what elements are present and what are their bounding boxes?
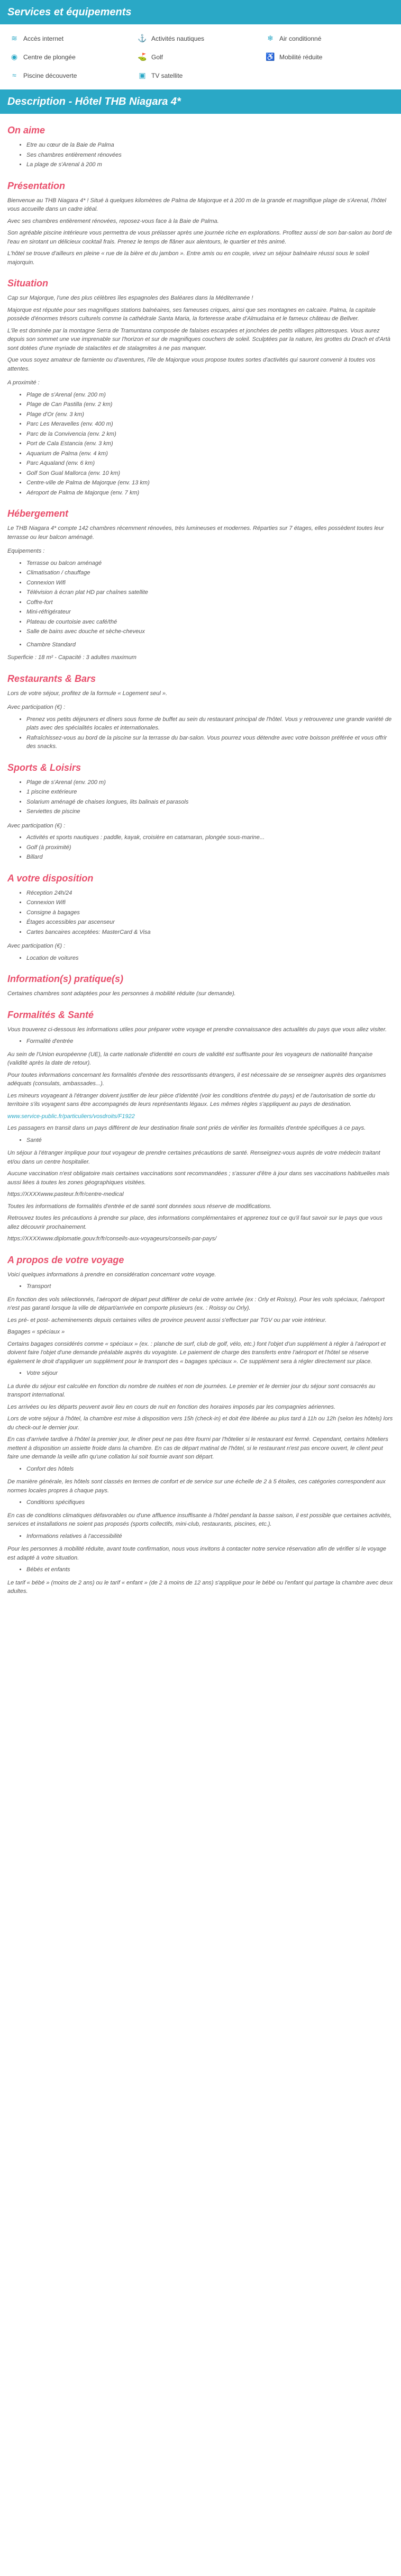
bagages-heading: Bagages « spéciaux » <box>7 1329 65 1335</box>
section-title-formalites: Formalités & Santé <box>7 1009 94 1020</box>
wifi-icon: ≋ <box>11 34 17 42</box>
paragraph: Certaines chambres sont adaptées pour les personnes à mobilité réduite (sur demande). <box>7 990 236 997</box>
proximity-list <box>7 391 394 498</box>
service-reduced-mobility <box>266 51 394 62</box>
room-type-list <box>7 641 394 650</box>
list-item: • Terrasse ou balcon aménagé <box>26 559 394 568</box>
list-item: • Formalité d'entrée <box>26 1037 394 1046</box>
restaurants-list <box>7 715 394 751</box>
paragraph: Avec ses chambres entièrement rénovées, reposez-vous face à la Baie de Palma. <box>7 218 219 224</box>
equipment-label: Equipements : <box>7 548 45 554</box>
service-public-link[interactable]: www.service-public.fr/particuliers/vosdroits/F1922 <box>7 1113 135 1120</box>
paragraph: Les arrivées ou les départs peuvent avoir lieu en cours de nuit en fonction des horaires imposés par les compagnies aériennes. <box>7 1403 336 1410</box>
list-item: • Plage d'Or (env. 3 km) <box>26 410 394 419</box>
list-item: • Billard <box>26 853 394 862</box>
list-item: • Mini-réfrigérateur <box>26 608 394 617</box>
diplomatie-link[interactable]: https://XXXXwww.diplomatie.gouv.fr/fr/conseils-aux-voyageurs/conseils-par-pays/ <box>7 1236 217 1242</box>
paragraph: En cas de conditions climatiques défavorables ou d'une affluence insuffisante à l'hôtel pendant la basse saison, il est possible que certaines activités, services et installations ne soient pas proposés (sports collectifs, mini-club, restaurants, piscines, etc.). <box>7 1512 392 1527</box>
service-tv <box>138 70 266 81</box>
formalites-list <box>7 1037 394 1046</box>
section-title-situation: Situation <box>7 278 48 289</box>
service-golf <box>138 51 266 62</box>
service-label: Centre de plongée <box>23 53 76 61</box>
list-item: • Solarium aménagé de chaises longues, lits balinais et parasols <box>26 798 394 807</box>
list-item: • Confort des hôtels <box>26 1465 394 1474</box>
list-item: • Parc Les Meravelles (env. 400 m) <box>26 420 394 429</box>
list-item: • Votre séjour <box>26 1369 394 1378</box>
section-title-presentation: Présentation <box>7 180 66 191</box>
list-item: • La plage de s'Arenal à 200 m <box>26 160 394 169</box>
paragraph: Vous trouverez ci-dessous les informations utiles pour préparer votre voyage et prendre connaissance des actualités du pays que vous allez visiter. <box>7 1026 387 1033</box>
paragraph: Cap sur Majorque, l'une des plus célèbres îles espagnoles des Baléares dans la Méditerranée ! <box>7 295 253 301</box>
list-item: • Consigne à bagages <box>26 908 394 917</box>
list-item: • Ses chambres entièrement rénovées <box>26 151 394 160</box>
confort-list <box>7 1465 394 1474</box>
list-item: • Plage de Can Pastilla (env. 2 km) <box>26 400 394 409</box>
service-pool <box>10 70 138 81</box>
pool-icon: ≈ <box>12 71 16 79</box>
service-diving <box>10 51 138 62</box>
list-item: • Aquarium de Palma (env. 4 km) <box>26 449 394 458</box>
disposition-list <box>7 889 394 937</box>
sejour-list <box>7 1369 394 1378</box>
equipment-list <box>7 559 394 636</box>
proximity-label: A proximité : <box>7 380 40 386</box>
list-item: • Coffre-fort <box>26 598 394 607</box>
room-surface: Superficie : 18 m² - Capacité : 3 adultes maximum <box>7 654 136 661</box>
service-label: Piscine découverte <box>23 71 77 79</box>
sports-paid-list <box>7 833 394 862</box>
paragraph: Le tarif « bébé » (moins de 2 ans) ou le tarif « enfant » (de 2 à moins de 12 ans) s'applique pour le bébé ou l'enfant qui partage la chambre avec deux adultes. <box>7 1579 393 1595</box>
enfants-list <box>7 1565 394 1574</box>
services-grid <box>0 24 401 89</box>
list-item: • Connexion Wifi <box>26 898 394 907</box>
section-title-disposition: A votre disposition <box>7 872 94 884</box>
list-item: • Golf (à proximité) <box>26 843 394 852</box>
paragraph: Que vous soyez amateur de farniente ou d'aventures, l'île de Majorque vous propose toutes sortes d'activités qui sauront convenir à toutes vos attentes. <box>7 357 376 372</box>
list-item: • Golf Son Gual Mallorca (env. 10 km) <box>26 469 394 478</box>
on-aime-list <box>7 141 394 169</box>
services-title: Services et équipements <box>0 0 401 24</box>
list-item: • Salle de bains avec douche et sèche-cheveux <box>26 627 394 636</box>
paragraph: Lors de votre séjour à l'hôtel, la chambre est mise à disposition vers 15h (check-in) et doit être libérée au plus tard à 11h ou 12h (selon les hôtels) lors du check-out le dernier jour. <box>7 1416 393 1431</box>
service-label: Mobilité réduite <box>279 53 323 61</box>
list-item: • Chambre Standard <box>26 641 394 650</box>
list-item: • Parc Aqualand (env. 6 km) <box>26 459 394 468</box>
mobilite-list <box>7 1532 394 1541</box>
wheelchair-icon: ♿ <box>266 52 275 61</box>
paragraph: L'hôtel se trouve d'ailleurs en pleine « rue de la bière et du jambon ». Entre amis ou en couple, vivez un séjour balnéaire réussi sous le soleil majorquin. <box>7 250 369 266</box>
service-air-conditioning <box>266 33 394 44</box>
snowflake-icon: ❄ <box>267 34 274 42</box>
service-label: Air conditionné <box>279 34 322 42</box>
paragraph: Retrouvez toutes les précautions à prendre sur place, des informations complémentaires et apprenez tout ce qu'il faut savoir sur le pays que vous allez découvrir prochainement. <box>7 1215 382 1230</box>
paragraph: De manière générale, les hôtels sont classés en termes de confort et de service sur une échelle de 2 à 5 étoiles, ces catégories correspondent aux normes locales propres à chaque pays. <box>7 1479 386 1494</box>
service-water-sports <box>138 33 266 44</box>
section-title-hebergement: Hébergement <box>7 508 69 519</box>
water-sports-icon: ⚓ <box>138 34 147 42</box>
list-item: • Cartes bancaires acceptées: MasterCard & Visa <box>26 928 394 937</box>
section-title-restaurants: Restaurants & Bars <box>7 673 96 684</box>
paragraph: Bienvenue au THB Niagara 4* ! Situé à quelques kilomètres de Palma de Majorque et à 200 m de la grande et magnifique plage de s'Arenal, l'hôtel vous accueille dans un cadre idéal. <box>7 197 386 212</box>
sports-list <box>7 778 394 816</box>
pasteur-link[interactable]: https://XXXXwww.pasteur.fr/fr/centre-medical <box>7 1191 124 1197</box>
list-item: • Port de Cala Estancia (env. 3 km) <box>26 439 394 448</box>
description-content <box>0 123 401 1612</box>
service-label: Golf <box>151 53 163 61</box>
paragraph: Le THB Niagara 4* compte 142 chambres récemment rénovées, très lumineuses et modernes. Réparties sur 7 étages, elles possèdent toutes leur terrasse ou leur balcon aménagé. <box>7 525 384 541</box>
paragraph: Au sein de l'Union européenne (UE), la carte nationale d'identité en cours de validité est suffisante pour les voyageurs de nationalité française (validité après la date de retour). <box>7 1051 373 1066</box>
paragraph: Les mineurs voyageant à l'étranger doivent justifier de leur pièce d'identité (voir les conditions d'entrée du pays) et de l'autorisation de sortie du territoire s'ils voyagent sans être accompagnés de leurs représentants légaux. Les mêmes règles s'appliquent au pays de destination. <box>7 1092 376 1107</box>
list-item: • Serviettes de piscine <box>26 807 394 816</box>
disposition-paid-list <box>7 954 394 963</box>
list-item: • Climatisation / chauffage <box>26 569 394 578</box>
section-title-infos: Information(s) pratique(s) <box>7 974 123 984</box>
list-item: • Centre-ville de Palma de Majorque (env. 13 km) <box>26 479 394 488</box>
section-title-sports: Sports & Loisirs <box>7 762 81 773</box>
sante-list <box>7 1136 394 1145</box>
list-item: • Santé <box>26 1136 394 1145</box>
list-item: • Réception 24h/24 <box>26 889 394 898</box>
paragraph: Majorque est réputée pour ses magnifiques stations balnéaires, ses fameuses criques, ainsi que ses montagnes en calcaire. Palma, la capitale possède d'énormes trésors culturels comme la cathédrale Santa Maria, la forteresse arabe d'Almudaina et le fameux château de Bellver. <box>7 307 376 322</box>
paragraph: Son agréable piscine intérieure vous permettra de vous prélasser après une journée riche en explorations. Profitez aussi de son bar-salon au bord de l'eau en sirotant un délicieux cocktail frais. Prenez le temps de flâner aux alentours, le quartier et très animé. <box>7 230 392 245</box>
list-item: • Informations relatives à l'accessibilité <box>26 1532 394 1541</box>
list-item: • Conditions spécifiques <box>26 1498 394 1507</box>
tv-icon: ▣ <box>139 71 146 79</box>
list-item: • Etre au cœur de la Baie de Palma <box>26 141 394 150</box>
paragraph: Les pré- et post- acheminements depuis certaines villes de province peuvent aussi s'effectuer par TGV ou par voie intérieur. <box>7 1317 327 1323</box>
list-item: • Bébés et enfants <box>26 1565 394 1574</box>
section-title-apropos: A propos de votre voyage <box>7 1254 124 1265</box>
paragraph: En fonction des vols sélectionnés, l'aéroport de départ peut différer de celui de votre arrivée (ex : Orly et Roissy). Pour les vols spéciaux, l'aéroport n'est pas garanti lorsque la ville de départ/arrivée en comporte plusieurs (ex. : Roissy ou Orly). <box>7 1296 385 1311</box>
conditions-list <box>7 1498 394 1507</box>
list-item: • Connexion Wifi <box>26 579 394 588</box>
paragraph: Aucune vaccination n'est obligatoire mais certaines vaccinations sont recommandées ; s'assurer d'être à jour dans ses vaccinations habituelles mais aussi liées à toutes les zones géographiques visitées. <box>7 1170 390 1186</box>
paragraph: Les passagers en transit dans un pays différent de leur destination finale sont priés de vérifier les formalités d'entrée spécifiques à ce pays. <box>7 1125 366 1131</box>
paragraph: En cas d'arrivée tardive à l'hôtel la premier jour, le dîner peut ne pas être fourni par l'hôtelier si le restaurant est fermé. Cependant, certains hôteliers mettent à disposition un assiette froide dans la chambre. En cas de départ matinal de l'hôtel, si le restaurant n'est pas encore ouvert, le client peut faire une demande la veille afin qu'une collation lui soit fournie avant son départ. <box>7 1436 388 1460</box>
transport-list <box>7 1282 394 1291</box>
paid-label: Avec participation (€) : <box>7 822 66 829</box>
list-item: • Aéroport de Palma de Majorque (env. 7 km) <box>26 489 394 498</box>
paragraph: Voici quelques informations à prendre en considération concernant votre voyage. <box>7 1271 216 1278</box>
paragraph: La durée du séjour est calculée en fonction du nombre de nuitées et non de journées. Le premier et le dernier jour du séjour sont consacrés au transport international. <box>7 1383 376 1398</box>
paragraph: Un séjour à l'étranger implique pour tout voyageur de prendre certaines précautions de santé. Renseignez-vous auprès de votre médecin traitant et/ou dans un centre hospitalier. <box>7 1150 380 1165</box>
description-title: Description - Hôtel THB Niagara 4* <box>0 89 401 114</box>
paid-label: Avec participation (€) : <box>7 704 66 710</box>
diving-icon: ◉ <box>11 52 18 61</box>
service-label: Activités nautiques <box>151 34 205 42</box>
list-item: • Étages accessibles par ascenseur <box>26 918 394 927</box>
golf-icon: ⛳ <box>138 52 147 61</box>
paragraph: L'île est dominée par la montagne Serra de Tramuntana composée de falaises escarpées et jonchées de petits villages pittoresques. Vous aurez depuis son sommet une vue imprenable sur l'horizon et sur de magnifiques couchers de soleil. Sculptées par la nature, les grottes du Drach et d'Artà sont dotées d'une myriade de stalactites et de stalagmites à ne pas manquer. <box>7 327 390 352</box>
paragraph: Certains bagages considérés comme « spéciaux » (ex. : planche de surf, club de golf, vélo, etc.) font l'objet d'un supplément à régler à l'aéroport et doivent faire l'objet d'une demande préalable auprès du voyagiste. Le paiement de charge des transferts entre l'aéroport et l'hôtel se réserve également le droit d'appliquer un supplément pour le transport des « bagages spéciaux ». Ce supplément sera à régler directement sur place. <box>7 1340 386 1365</box>
paid-label: Avec participation (€) : <box>7 943 66 949</box>
list-item: • Plateau de courtoisie avec café/thé <box>26 618 394 627</box>
section-title-on-aime: On aime <box>7 125 45 136</box>
paragraph: Lors de votre séjour, profitez de la formule « Logement seul ». <box>7 690 168 697</box>
list-item: • Télévision à écran plat HD par chaînes satellite <box>26 588 394 597</box>
list-item: • Rafraîchissez-vous au bord de la piscine sur la terrasse du bar-salon. Vous pourrez vous détendre avec votre boisson préférée et vous offrir des snacks. <box>26 734 394 751</box>
service-label: TV satellite <box>151 71 183 79</box>
list-item: • 1 piscine extérieure <box>26 788 394 797</box>
service-label: Accès internet <box>23 34 64 42</box>
list-item: • Plage de s'Arenal (env. 200 m) <box>26 391 394 400</box>
list-item: • Parc de la Convivencia (env. 2 km) <box>26 430 394 439</box>
list-item: • Transport <box>26 1282 394 1291</box>
list-item: • Activités et sports nautiques : paddle, kayak, croisière en catamaran, plongée sous-marine... <box>26 833 394 842</box>
paragraph: Toutes les informations de formalités d'entrée et de santé sont données sous réserve de modifications. <box>7 1203 272 1210</box>
service-internet <box>10 33 138 44</box>
list-item: • Location de voitures <box>26 954 394 963</box>
paragraph: Pour toutes informations concernant les formalités d'entrée des ressortissants étrangers, il est nécessaire de se renseigner auprès des organismes adéquats (consulats, ambassades...). <box>7 1071 386 1087</box>
list-item: • Prenez vos petits déjeuners et dîners sous forme de buffet au sein du restaurant principal de l'hôtel. Vous y retrouverez une grande variété de plats avec des spécialités locales et internationales. <box>26 715 394 733</box>
paragraph: Pour les personnes à mobilité réduite, avant toute confirmation, nous vous invitons à contacter notre service réservation afin de vérifier si le voyage est adapté à votre situation. <box>7 1546 386 1561</box>
list-item: • Plage de s'Arenal (env. 200 m) <box>26 778 394 787</box>
